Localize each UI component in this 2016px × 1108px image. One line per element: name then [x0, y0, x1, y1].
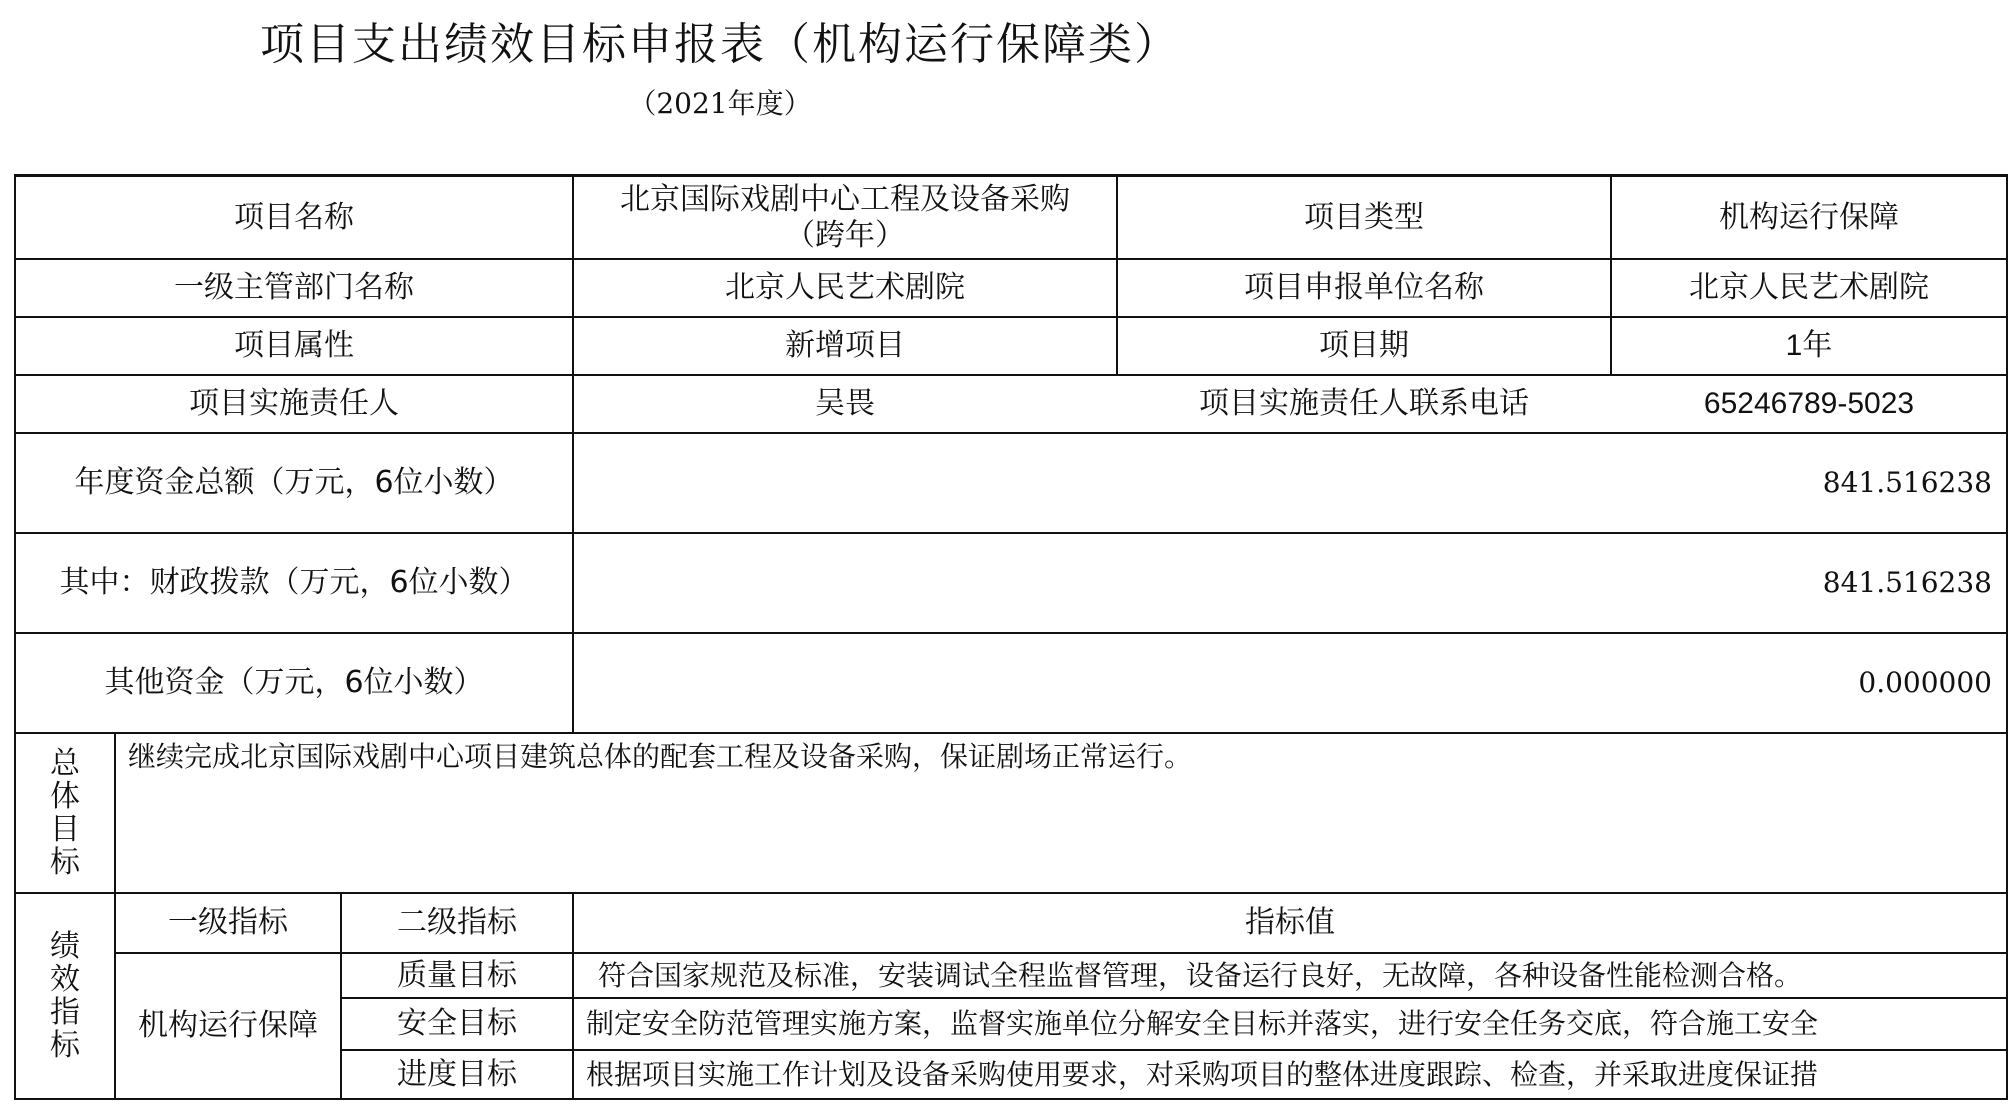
page-title: 项目支出绩效目标申报表（机构运行保障类） [260, 19, 1180, 70]
other-funds-label: 其他资金（万元，6位小数） [104, 665, 484, 700]
fiscal-allocation-label: 其中：财政拨款（万元，6位小数） [59, 565, 529, 600]
department-label: 一级主管部门名称 [174, 270, 414, 305]
overall-goal-label: 总 体 目 标 [50, 746, 80, 880]
project-attribute-value: 新增项目 [785, 328, 905, 363]
quality-goal-value: 符合国家规范及标准，安装调试全程监督管理，设备运行良好，无故障，各种设备性能检测合格。 [598, 958, 1803, 992]
applicant-unit-value: 北京人民艺术剧院 [1689, 270, 1929, 305]
fiscal-allocation-value: 841.516238 [1822, 566, 1992, 600]
project-name-value: 北京国际戏剧中心工程及设备采购（跨年） [620, 181, 1070, 253]
safety-goal-value: 制定安全防范管理实施方案，监督实施单位分解安全目标并落实，进行安全任务交底，符合施工安全 [586, 1007, 1819, 1041]
level2-indicator-header: 二级指标 [397, 905, 517, 940]
level1-indicator-value: 机构运行保障 [138, 1008, 318, 1043]
progress-goal-value: 根据项目实施工作计划及设备采购使用要求，对采购项目的整体进度跟踪、检查，并采取进度保证措 [586, 1057, 1819, 1091]
project-period-value: 1年 [1785, 329, 1833, 362]
other-funds-value: 0.000000 [1858, 666, 1992, 700]
progress-goal-label: 进度目标 [397, 1056, 517, 1092]
department-value: 北京人民艺术剧院 [725, 270, 965, 305]
performance-indicators-label: 绩 效 指 标 [50, 929, 80, 1063]
project-name-label: 项目名称 [234, 199, 354, 235]
contact-phone-value: 65246789-5023 [1703, 387, 1915, 420]
overall-goal-text: 继续完成北京国际戏剧中心项目建筑总体的配套工程及设备采购，保证剧场正常运行。 [128, 740, 1193, 773]
quality-goal-label: 质量目标 [397, 957, 517, 993]
indicator-value-header: 指标值 [1245, 905, 1335, 940]
project-attribute-label: 项目属性 [234, 328, 354, 363]
responsible-person-value: 吴畏 [815, 386, 875, 421]
project-type-value: 机构运行保障 [1719, 199, 1899, 235]
page-subtitle: （2021年度） [628, 87, 812, 120]
applicant-unit-label: 项目申报单位名称 [1244, 270, 1484, 305]
level1-indicator-header: 一级指标 [168, 905, 288, 940]
project-period-label: 项目期 [1319, 328, 1409, 363]
contact-phone-label: 项目实施责任人联系电话 [1199, 386, 1529, 421]
project-type-label: 项目类型 [1304, 199, 1424, 235]
annual-total-funds-value: 841.516238 [1822, 466, 1992, 500]
responsible-person-label: 项目实施责任人 [189, 386, 399, 421]
annual-total-funds-label: 年度资金总额（万元，6位小数） [74, 465, 514, 500]
safety-goal-label: 安全目标 [397, 1006, 517, 1041]
